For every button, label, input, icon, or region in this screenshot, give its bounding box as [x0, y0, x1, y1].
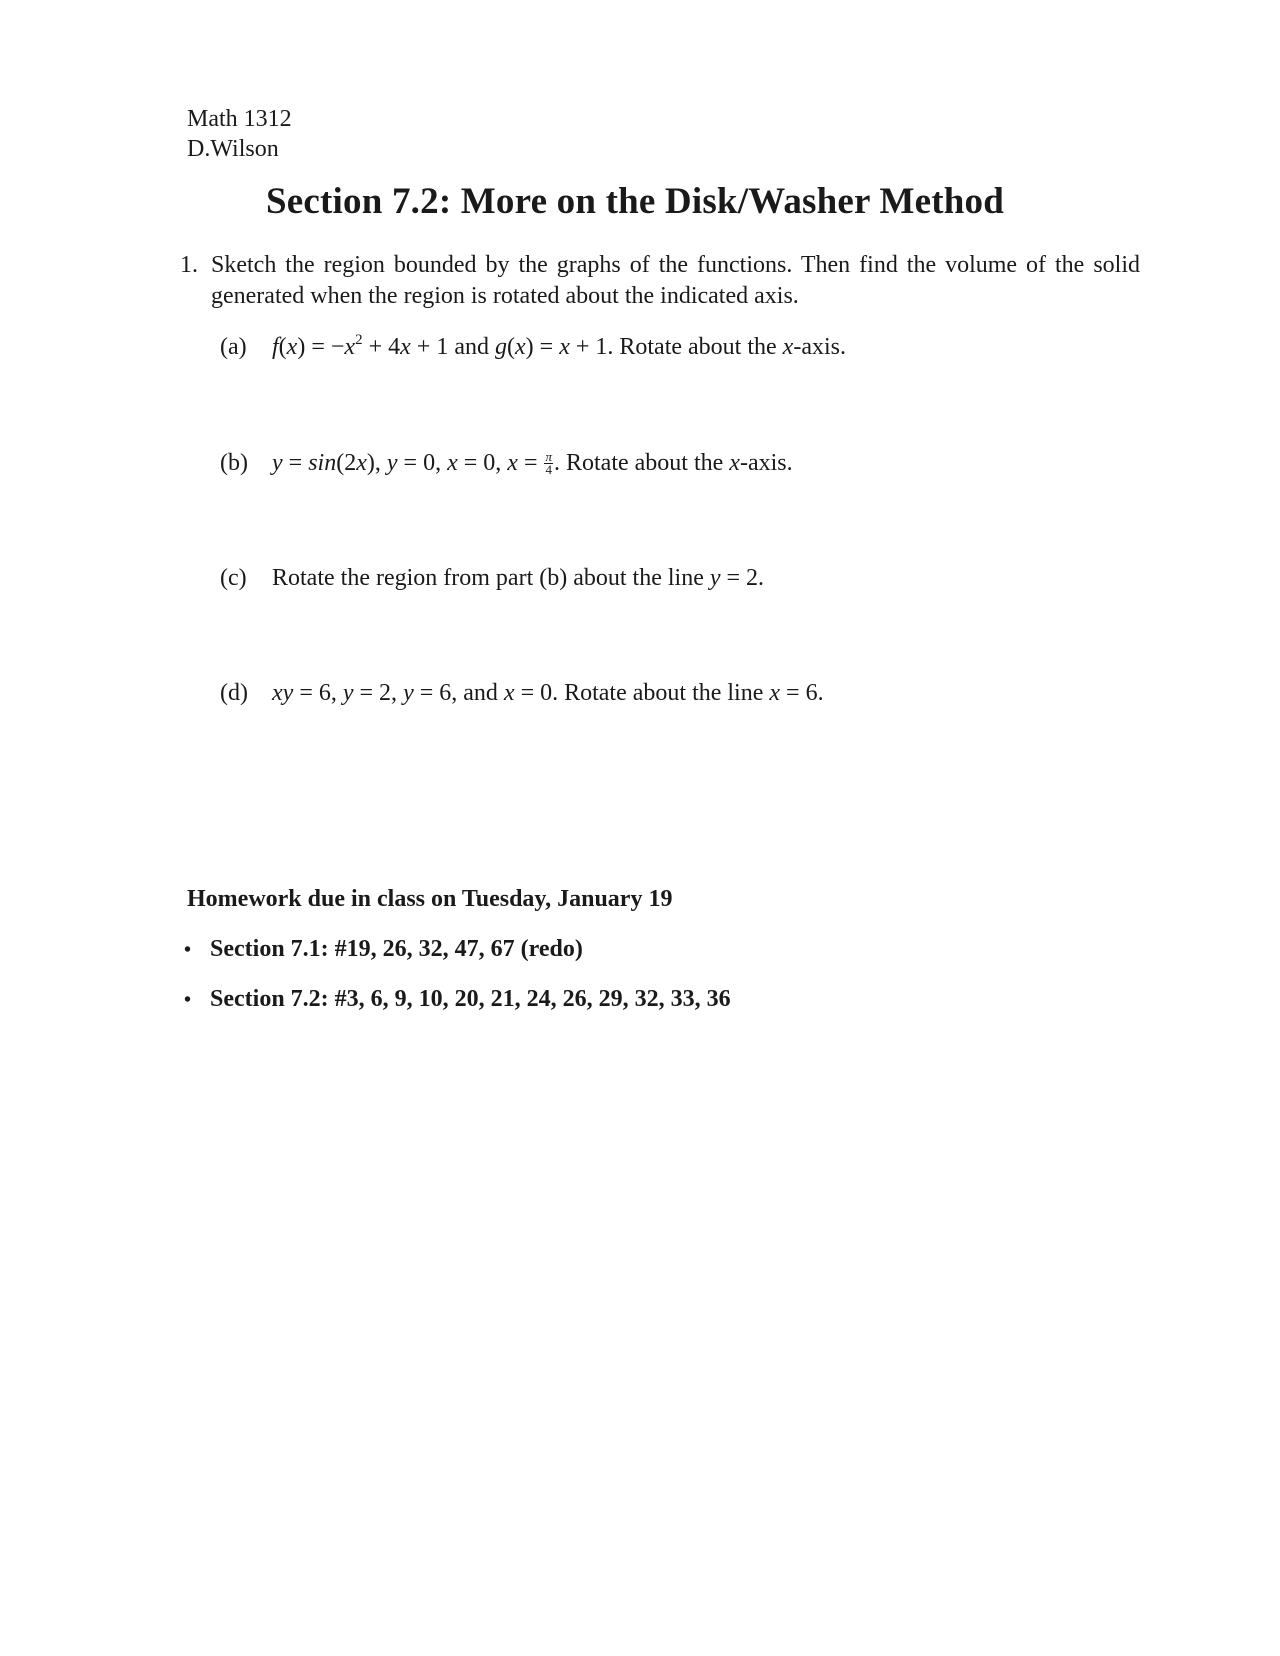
math-sym: + 4 [362, 334, 401, 360]
text-fragment: = 6, and [413, 680, 504, 706]
part-d-text [272, 678, 824, 708]
math-sym: ( [506, 334, 515, 360]
problem-instructions: Sketch the region bounded by the graphs of the functions. Then find the volume of the solid generated when the region is rotated about the indicated axis. [211, 252, 1140, 309]
bullet-icon: • [184, 989, 192, 1011]
text-fragment: . Rotate about the [554, 450, 730, 476]
math-sym: = [282, 450, 309, 476]
math-var: x [447, 450, 458, 476]
math-var: y [342, 680, 354, 706]
math-var: y [403, 680, 414, 706]
math-var: f [272, 334, 279, 360]
math-var: y [709, 565, 721, 591]
fraction-pi-over-4 [544, 451, 553, 476]
fraction-denominator: 4 [545, 462, 552, 477]
math-sym: = 0, [397, 450, 448, 476]
problem-number: 1. [180, 252, 198, 278]
part-a [220, 332, 846, 362]
course-number: Math 1312 [187, 106, 292, 132]
math-sym: ( [278, 334, 287, 360]
math-var: x [344, 334, 356, 360]
math-sym: = [517, 450, 544, 476]
part-c [220, 563, 764, 593]
part-b [220, 448, 793, 478]
math-sym: = [533, 334, 560, 360]
math-sym: ), [366, 450, 387, 476]
part-c-label: (c) [220, 565, 247, 591]
text-fragment: -axis. [739, 450, 793, 476]
math-exponent: 2 [355, 332, 363, 348]
math-sym: = 2, [353, 680, 404, 706]
math-var: x [356, 450, 367, 476]
title-text: Section 7.2: More on the Disk/Washer Method [266, 181, 1004, 222]
math-var: x [769, 680, 781, 706]
part-a-text [272, 332, 846, 362]
homework-item-text: Section 7.1: #19, 26, 32, 47, 67 (redo) [210, 936, 583, 962]
math-var: x [503, 680, 515, 706]
problem-1 [180, 250, 1140, 312]
text-fragment: and [448, 334, 495, 360]
text-fragment: Rotate the region from part (b) about the line [272, 565, 710, 591]
part-d [220, 678, 824, 708]
math-func: sin [308, 450, 337, 476]
math-var: x [400, 334, 411, 360]
math-sym: (2 [336, 450, 357, 476]
math-sym: ) [525, 334, 534, 360]
math-var: x [559, 334, 570, 360]
fraction-numerator: π [545, 449, 552, 464]
text-fragment: = 0. Rotate about the line [514, 680, 770, 706]
math-var: xy [272, 680, 294, 706]
math-sym: = 0, [457, 450, 508, 476]
text-fragment: -axis. [793, 334, 846, 360]
part-b-label: (b) [220, 450, 248, 476]
math-var: y [386, 450, 398, 476]
homework-heading: Homework due in class on Tuesday, January 19 [187, 886, 673, 912]
math-var: x [782, 334, 794, 360]
part-c-text [272, 563, 764, 593]
homework-item [184, 934, 583, 965]
math-sym: + 1 [410, 334, 449, 360]
text-fragment: + 1. Rotate about the [569, 334, 783, 360]
math-var: g [494, 334, 507, 360]
math-var: x [514, 334, 526, 360]
part-b-text [272, 448, 793, 478]
math-sym: = 6. [780, 680, 824, 706]
bullet-icon: • [184, 939, 192, 961]
math-sym: = 6, [293, 680, 343, 706]
math-var: x [507, 450, 518, 476]
page-title [0, 180, 1280, 223]
instructor-name: D.Wilson [187, 136, 279, 162]
math-var: x [286, 334, 298, 360]
homework-item-text: Section 7.2: #3, 6, 9, 10, 20, 21, 24, 26, 29, 32, 33, 36 [210, 986, 731, 1012]
part-a-label: (a) [220, 334, 247, 360]
part-d-label: (d) [220, 680, 248, 706]
math-sym: = 2. [720, 565, 765, 591]
math-sym: − [330, 334, 345, 360]
homework-item [184, 984, 731, 1015]
math-var: y [272, 450, 283, 476]
math-sym: ) [297, 334, 306, 360]
math-var: x [729, 450, 740, 476]
math-sym: = [305, 334, 331, 360]
